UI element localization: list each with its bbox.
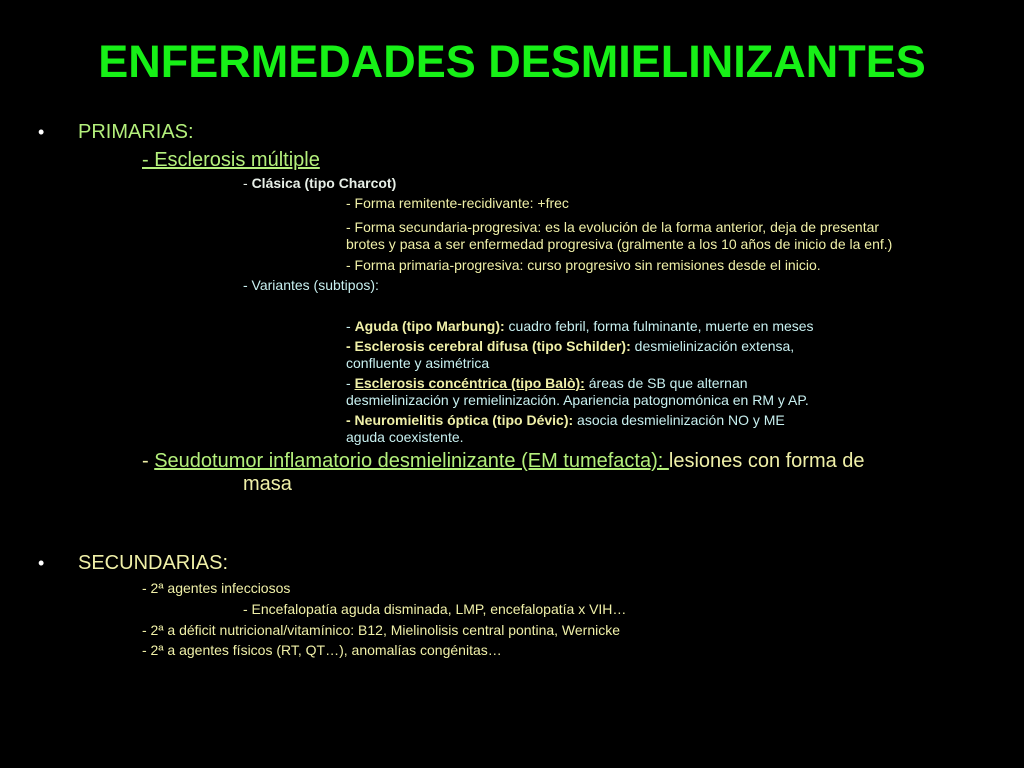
seudotumor-label: Seudotumor inflamatorio desmielinizante (EM tumefacta):: [154, 450, 669, 472]
forma-secundaria-line1: - Forma secundaria-progresiva: es la evolución de la forma anterior, deja de presentar: [346, 219, 880, 235]
seudotumor-line1: [142, 450, 865, 473]
variante-schilder-line1: [346, 338, 794, 354]
secundaria-infecciosos: - 2ª agentes infecciosos: [142, 580, 291, 596]
variante-aguda-label: Aguda (tipo Marbung):: [354, 318, 505, 334]
forma-remitente: - Forma remitente-recidivante: +frec: [346, 195, 569, 211]
secundaria-nutricional: - 2ª a déficit nutricional/vitamínico: B12, Mielinolisis central pontina, Wernicke: [142, 622, 621, 638]
bullet-icon: •: [38, 553, 45, 573]
primarias-heading: PRIMARIAS:: [78, 121, 194, 143]
variante-schilder-line2: confluente y asimétrica: [346, 355, 490, 371]
variante-balo-line1: [346, 375, 748, 391]
variante-aguda-dash: -: [346, 318, 355, 334]
clasica-item: [243, 175, 396, 191]
variantes-heading: - Variantes (subtipos):: [243, 277, 379, 293]
variante-devic-text: asocia desmielinización NO y ME: [573, 412, 785, 428]
variante-balo-dash: -: [346, 375, 355, 391]
variante-aguda-text: cuadro febril, forma fulminante, muerte en meses: [504, 318, 814, 334]
bullet-icon: •: [38, 122, 45, 142]
secundaria-infecciosos-detail: - Encefalopatía aguda disminada, LMP, encefalopatía x VIH…: [243, 601, 627, 617]
esclerosis-multiple-heading: - Esclerosis múltiple: [142, 149, 320, 171]
secundaria-fisicos: - 2ª a agentes físicos (RT, QT…), anomalías congénitas…: [142, 642, 502, 658]
clasica-dash: -: [243, 175, 252, 191]
seudotumor-text: lesiones con forma de: [668, 450, 865, 472]
variante-balo-line2: desmielinización y remielinización. Apariencia patognomónica en RM y AP.: [346, 392, 809, 408]
forma-primaria: - Forma primaria-progresiva: curso progresivo sin remisiones desde el inicio.: [346, 257, 821, 273]
slide-title: ENFERMEDADES DESMIELINIZANTES: [98, 36, 926, 87]
variante-balo-text: áreas de SB que alternan: [584, 375, 748, 391]
clasica-label: Clásica (tipo Charcot): [251, 175, 397, 191]
variante-schilder-text: desmielinización extensa,: [630, 338, 795, 354]
variante-devic-line1: [346, 412, 785, 428]
variante-devic-line2: aguda coexistente.: [346, 429, 464, 445]
variante-balo-label: Esclerosis concéntrica (tipo Balò):: [354, 375, 585, 391]
seudotumor-dash: -: [142, 450, 155, 472]
seudotumor-line2: masa: [243, 473, 292, 495]
variante-aguda: [346, 318, 814, 334]
secundarias-heading: SECUNDARIAS:: [78, 552, 229, 574]
variante-devic-label: - Neuromielitis óptica (tipo Dévic):: [346, 412, 574, 428]
forma-secundaria-line2: brotes y pasa a ser enfermedad progresiva (gralmente a los 10 años de inicio de la enf.): [346, 236, 893, 252]
variante-schilder-label: - Esclerosis cerebral difusa (tipo Schilder):: [346, 338, 631, 354]
